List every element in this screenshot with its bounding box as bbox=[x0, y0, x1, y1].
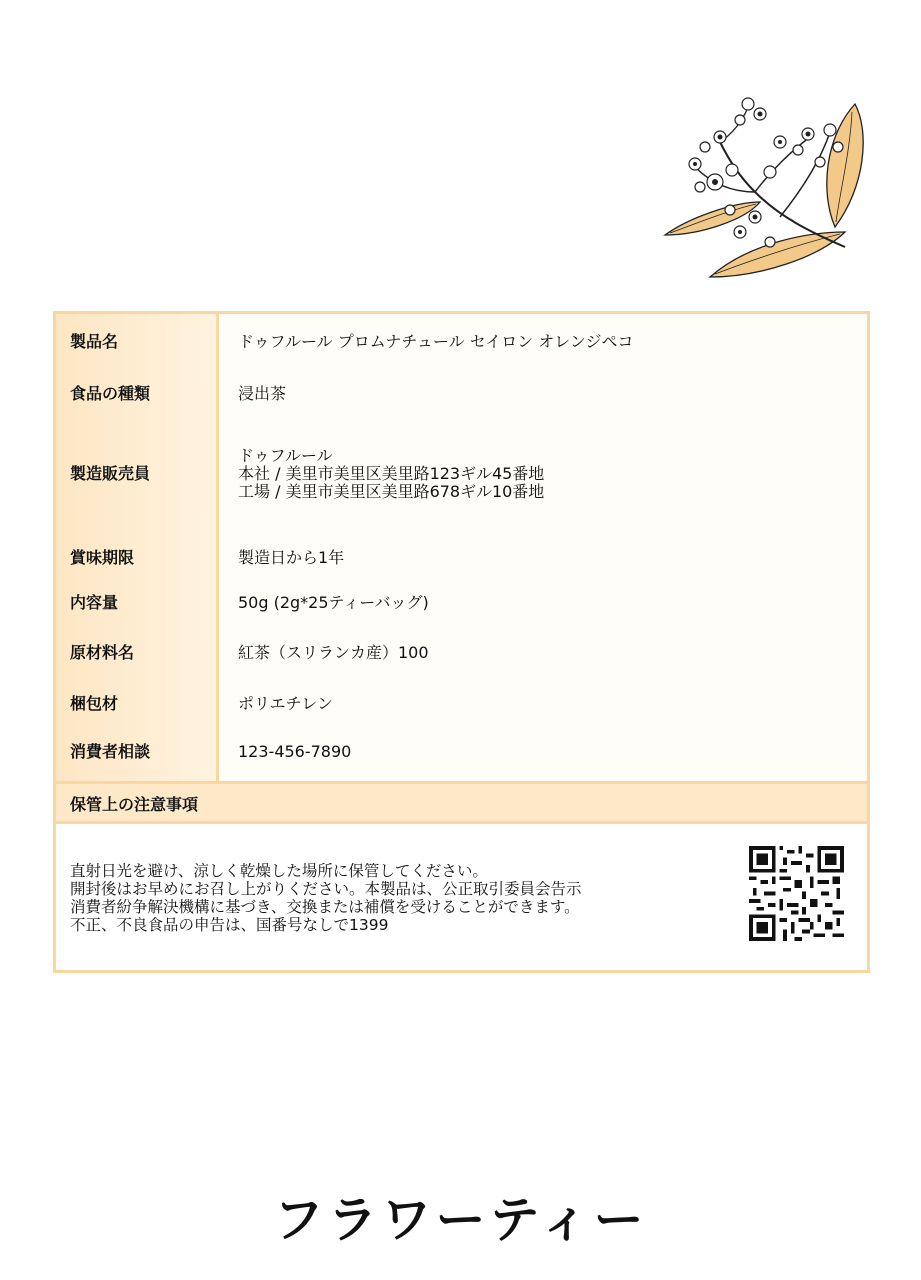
notice-line: 消費者紛争解決機構に基づき、交換または補償を受けることができます。 bbox=[70, 898, 580, 916]
spec-label: 内容量 bbox=[70, 593, 119, 612]
notice-line: 直射日光を避け、涼しく乾燥した場所に保管してください。 bbox=[70, 862, 488, 880]
storage-notice-header bbox=[56, 781, 867, 824]
spec-label: 消費者相談 bbox=[70, 742, 151, 761]
spec-label: 原材料名 bbox=[70, 643, 135, 662]
food-label-panel bbox=[53, 311, 870, 973]
spec-value: ドゥフルール プロムナチュール セイロン オレンジペコ bbox=[238, 332, 634, 351]
notice-line: 開封後はお早めにお召し上がりください。本製品は、公正取引委員会告示 bbox=[70, 880, 582, 898]
spec-label: 食品の種類 bbox=[70, 384, 151, 403]
product-name-title: フラワーティー bbox=[273, 1191, 648, 1249]
spec-value: 製造日から1年 bbox=[238, 548, 345, 567]
storage-notice-body bbox=[56, 824, 867, 970]
clove-branch-illustration bbox=[660, 92, 875, 282]
storage-notice-title: 保管上の注意事項 bbox=[70, 795, 199, 814]
spec-value: 紅茶（スリランカ産）100 bbox=[238, 643, 429, 662]
spec-value: ドゥフルール 本社 / 美里市美里区美里路123ギル45番地 工場 / 美里市美里区美里路678ギル10番地 bbox=[238, 446, 545, 501]
spec-table bbox=[56, 314, 867, 781]
spec-label: 賞味期限 bbox=[70, 548, 135, 567]
qr-code-icon bbox=[749, 846, 844, 941]
spec-value: 123-456-7890 bbox=[238, 742, 352, 761]
spec-value: 50g (2g*25ティーバッグ) bbox=[238, 593, 429, 612]
spec-value: 浸出茶 bbox=[238, 384, 287, 403]
spec-label: 梱包材 bbox=[70, 694, 119, 713]
spec-label: 製品名 bbox=[70, 332, 119, 351]
spec-value: ポリエチレン bbox=[238, 694, 333, 713]
notice-line: 不正、不良食品の申告は、国番号なしで1399 bbox=[70, 916, 389, 934]
spec-label: 製造販売員 bbox=[70, 464, 151, 483]
storage-notice-text bbox=[70, 862, 710, 934]
